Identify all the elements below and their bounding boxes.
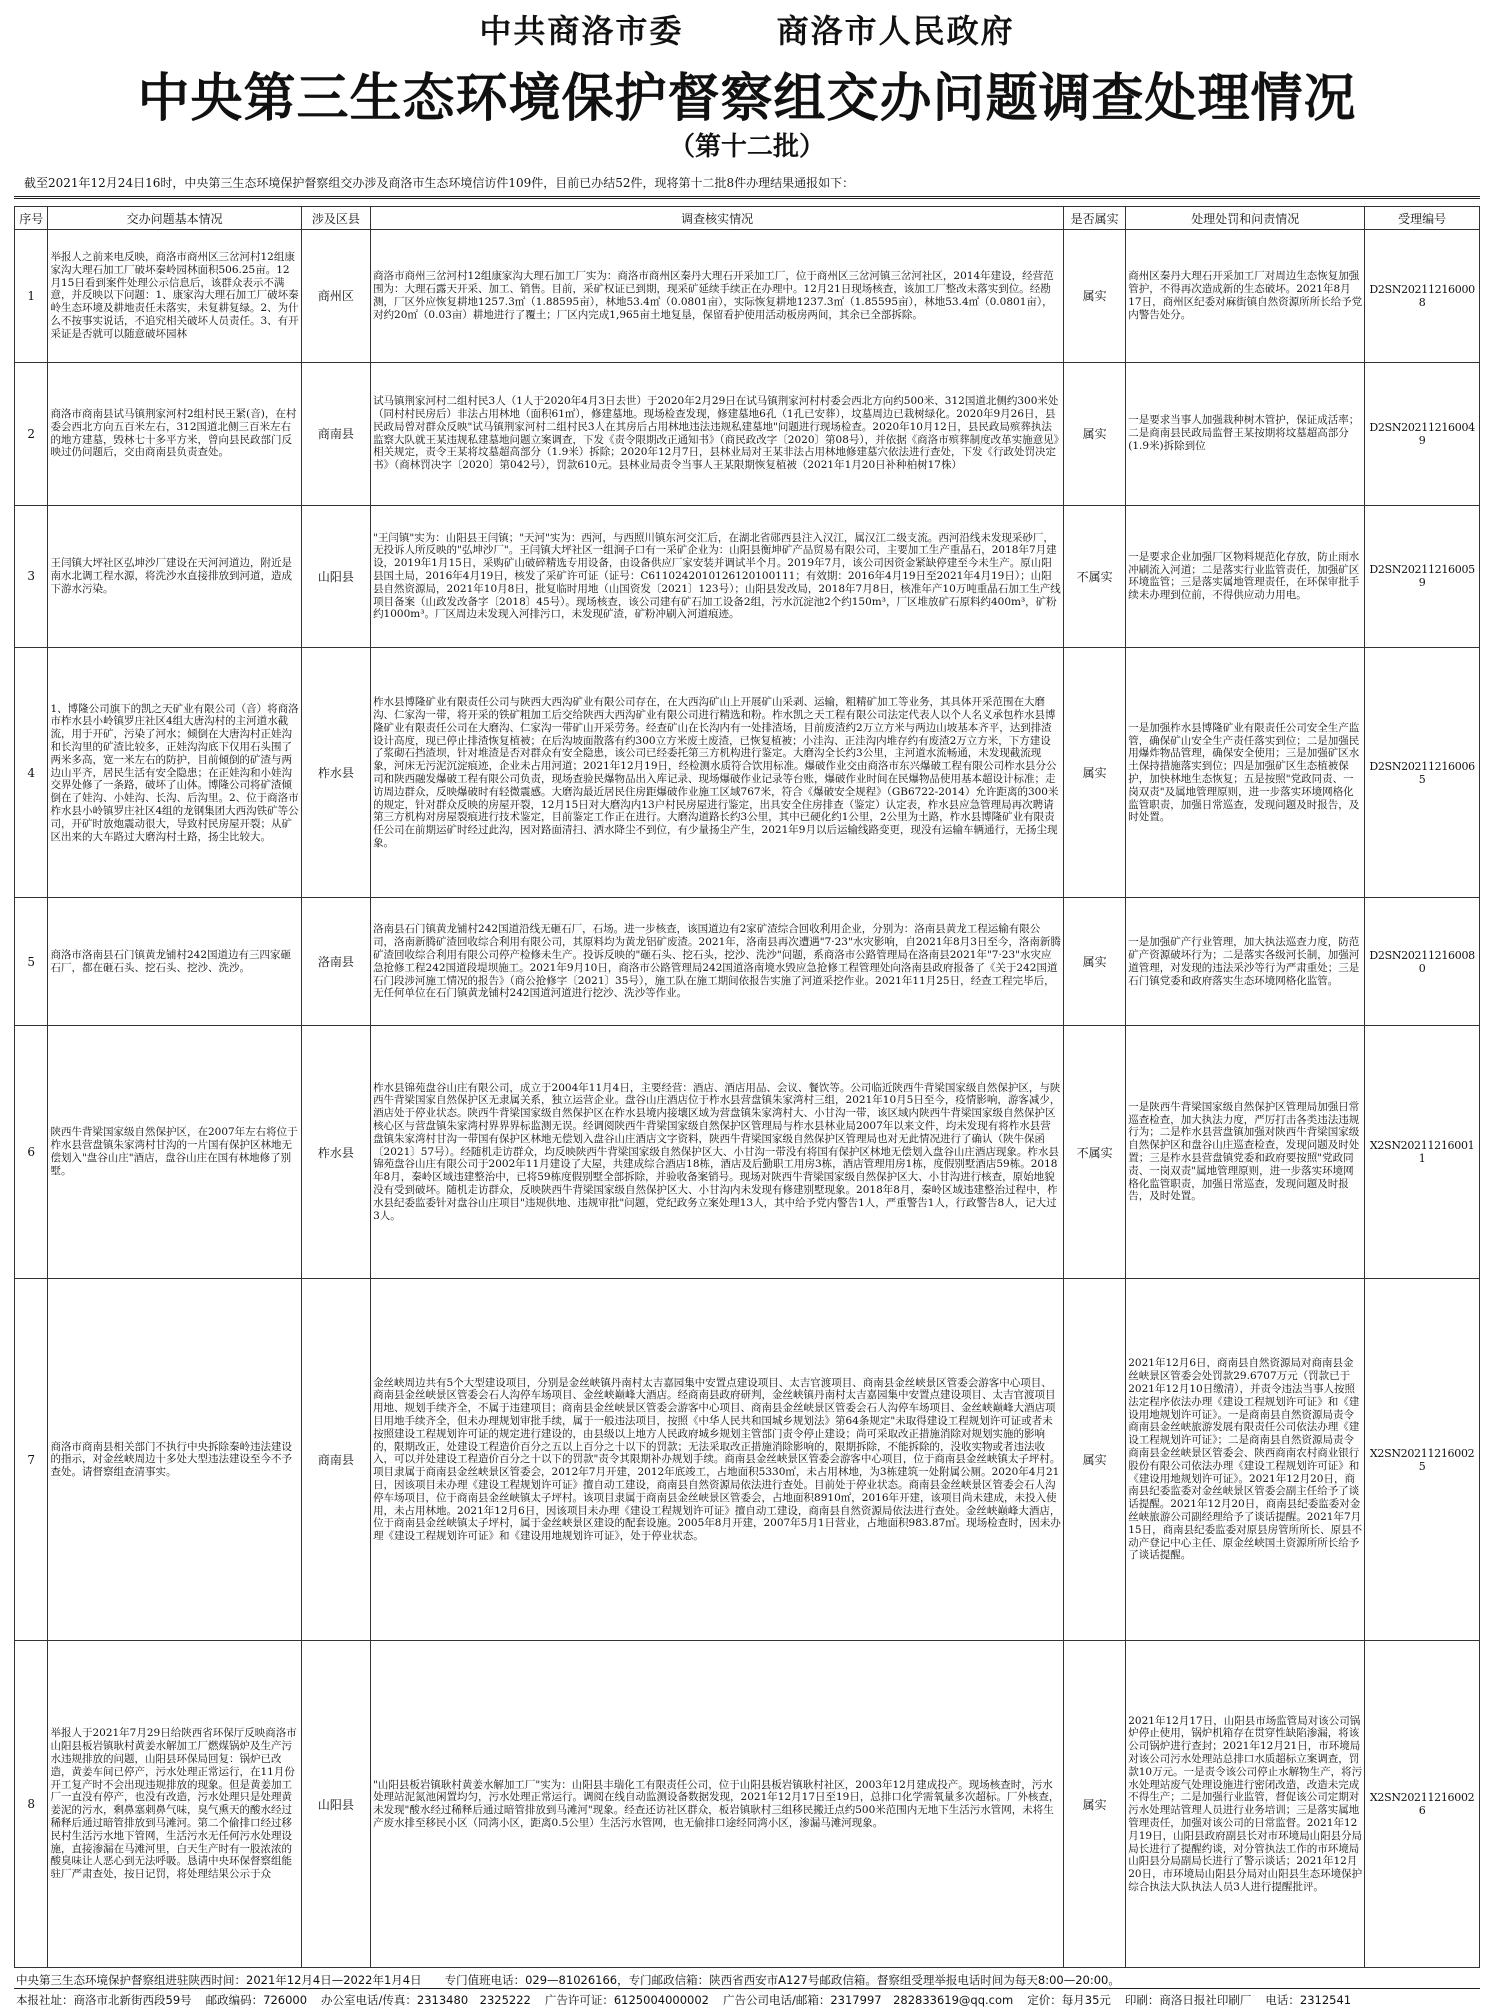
cell-no: 3 (15, 505, 48, 648)
ad-contact: 广告公司电话/邮箱：2317997 282833619@qq.com (722, 1993, 1014, 2007)
price: 定价：每月35元 (1027, 1993, 1111, 2007)
issuer-party-committee: 中共商洛市委 (479, 12, 684, 50)
cell-no: 4 (15, 648, 48, 898)
cell-handling: 2021年12月6日，商南县自然资源局对商南县金丝峡景区管委会处罚款29.6707万元（罚款已于2021年12月10日缴清），并责令违法当事人按照法定程序依法办理《建设工程规划许可证》和《建设用地规划许可证》。一是商南县自然资源局责令商南县金丝峡旅游发展有限责任公司依法办理《建设工程规划许可证》；二是商南县自然资源局责令商南县金丝峡景区管委会、陕西商南农村商业银行股份有限公司依法办理《建设工程规划许可证》和《建设用地规划许可证》。2021年12月20日，商南县纪委监委对金丝峡景区管委会副主任给予了谈话提醒。2021年12月20日，商南县纪委监委对金丝峡旅游公司副经理给予了谈话提醒。2021年7月15日，商南县纪委监委对原县房管所所长、原县不动产登记中心主任、原金丝峡国土资源所所长给予了谈话提醒。 (1126, 1279, 1365, 1641)
cell-verified: 属实 (1064, 898, 1126, 1026)
cell-handling: 一是陕西牛背梁国家级自然保护区管理局加强日常巡查检查，加大执法力度，严厉打击各类违法违规行为；二是柞水县营盘镇加强对陕西牛背梁国家级自然保护区和盘谷山庄巡查检查，发现问题及时处置；三是柞水县营盘镇党委和政府要按照"党政同责、一岗双责"属地管理原则，进一步落实环境网格化监管职责，加强日常巡查，发现问题及时报告，及时处置。 (1126, 1026, 1365, 1279)
cell-no: 6 (15, 1026, 48, 1279)
issuers-line (0, 6, 1494, 52)
cell-summary: 举报人之前来电反映，商洛市商州区三岔河村12组康家沟大理石加工厂破坏秦岭园林面积506.25亩。12月15日看到案件处理公示信息后，该群众表示不满意，并反映以下问题：1、康家沟大理石加工厂破坏秦岭生态环境及耕地责任未落实，未复耕复绿。2、为什么不按事实说话，不追究相关破坏人员责任。3、有开采证是否就可以随意破坏园林 (48, 230, 301, 363)
cell-investigation: 洛南县石门镇黄龙铺村242国道沿线无砸石厂，石场。进一步核查，该国道边有2家矿渣综合回收利用企业，分别为：洛南县黄龙工程运输有限公司，洛南新腾矿渣回收综合利用有限公司，其原料均为黄龙铝矿废渣。2021年，洛南县再次遭遇"7·23"水灾影响，自2021年8月3日至今，洛南新腾矿渣回收综合利用有限公司停产检修未生产。投诉反映的"砸石头、挖石头，挖沙、洗沙"问题，系商洛市公路管理局在洛南县2021年"7·23"水灾应急抢修工程242国道段堤坝施工。2021年9月10日，商洛市公路管理局242国道洛南境水毁应急抢修工程管理处向洛南县政府报备了《关于242国道石门段涉河施工情况的报告》（商公抢修字〔2021〕35号），施工队在施工期间依报告实施了河道采挖作业。2021年11月25日，经查工程完毕后，无任何单位在石门镇黄龙铺村242国道河道进行挖沙、洗沙等作业。 (371, 898, 1064, 1026)
cell-verified: 不属实 (1064, 1026, 1126, 1279)
cell-summary: 王闫镇大坪社区弘坤沙厂建设在天河河道边，附近是南水北调工程水源，将洗沙水直接排放到河道，造成下游水污染。 (48, 505, 301, 648)
cell-no: 7 (15, 1279, 48, 1641)
cell-no: 5 (15, 898, 48, 1026)
table-row (15, 898, 1480, 1026)
cell-verified: 属实 (1064, 362, 1126, 505)
col-header-investigation: 调查核实情况 (371, 207, 1064, 230)
cell-summary: 商洛市商南县相关部门不执行中央拆除秦岭违法建设的指示，对金丝峡周边十多处大型违法建设至今不予查处。请督察组查清事实。 (48, 1279, 301, 1641)
cell-investigation: "王闫镇"实为：山阳县王闫镇；"天河"实为：西河，与西照川镇东河交汇后，在湖北省郧西县注入汉江，属汉江二级支流。西河沿线未发现采砂厂，无投诉人所反映的"弘坤沙厂"。王闫镇大坪社区一组涧子口有一采矿企业为：山阳县衡坤矿产品贸易有限公司，主要加工生产重晶石，2018年7月建设，2019年1月15日，采购矿山破碎精选专用设备，由设备供应厂家安装并调试半个月。2019年7月，该公司因资金紧缺停建至今未生产。原山阳县国土局，2016年4月19日，核发了采矿许可证（证号：C6110242010126120100111；有效期：2016年4月19日至2021年4月19日）；山阳县自然资源局，2021年10月8日，批复临时用地（山国资发〔2021〕123号）；山阳县发改局，2018年7月8日，核准年产10万吨重晶石加工生产线项目备案（山政发改备字〔2018〕45号）。现场核查，该公司建有矿石加工设备2组，污水沉淀池2个约150m³，厂区堆放矿石原料约400m³，矿粉约1000m³。厂区周边未发现入河排污口，未发现矿渣，矿粉冲刷入河道痕迹。 (371, 505, 1064, 648)
cell-verified: 属实 (1064, 230, 1126, 363)
cell-investigation: 柞水县锦苑盘谷山庄有限公司，成立于2004年11月4日，主要经营：酒店、酒店用品、会议、餐饮等。公司临近陕西牛背梁国家级自然保护区，与陕西牛背梁国家自然保护区无隶属关系，独立运营企业。盘谷山庄酒店位于柞水县营盘镇朱家湾村三组，2021年10月5日至今，疫情影响，游客减少，酒店处于停业状态。陕西牛背梁国家级自然保护区在柞水县境内接壤区域为营盘镇朱家湾村大、小甘沟一带，该区域内陕西牛背梁国家级自然保护区核心区与营盘镇朱家湾村界界界标监测无误。经调阅陕西牛背梁国家级自然保护区管理局与柞水县林业局2007年以来文件，均未发现有将柞水县营盘镇朱家湾村甘沟一带国有保护区林地无偿划入盘谷山庄酒店文字资料，陕西牛背梁国家级自然保护区管理局也对无此情况进行了确认（陕牛保函〔2021〕57号）。经随机走访群众，均反映陕西牛背梁国家级自然保护区大、小甘沟一带没有将国有保护区林地无偿划入盘谷山庄酒店现象。柞水县锦苑盘谷山庄有限公司于2002年11月建设了大屋，共建成综合酒店18栋，酒店及后勤职工用房3栋，酒店管理用房1栋，度假别墅酒店59栋。2018年8月，秦岭区域违建整治中，已将59栋度假别墅全部拆除，并验收备案销号。现场对陕西牛背梁国家级自然保护区大、小甘沟进行核查，原始地貌没有受到破坏。随机走访群众，反映陕西牛背梁国家级自然保护区大、小甘沟内未发现有修建别墅现象。2018年8月，秦岭区域违建整治过程中，柞水县纪委监委针对盘谷山庄项目"违规供地、违规审批"问题，党纪政务立案处理13人，其中给予党内警告1人，严重警告1人，行政警告8人，记大过3人。 (371, 1026, 1064, 1279)
cell-summary: 商洛市商南县试马镇荆家河村2组村民王紧(音)，在村委会西北方向五百米左右，312国道北侧三百米左右的地方建墓，毁林七十多平方米，曾向县民政部门反映过仍问题后，交由商南县负责查处。 (48, 362, 301, 505)
cell-code: D2SN202112160049 (1365, 362, 1480, 505)
page-title: 中央第三生态环境保护督察组交办问题调查处理情况 (137, 69, 1357, 129)
office-phone: 办公室电话/传真：2313480 2325222 (321, 1993, 531, 2007)
publisher-info (16, 1992, 1478, 2008)
table-row (15, 1026, 1480, 1279)
cell-district: 商州区 (301, 230, 370, 363)
intro-text: 截至2021年12月24日16时，中央第三生态环境保护督察组交办涉及商洛市生态环境信访件109件，目前已办结52件，现将第十二批8件办理结果通报如下： (24, 176, 855, 190)
table-row (15, 1279, 1480, 1641)
cell-no: 1 (15, 230, 48, 363)
ad-license: 广告许可证：6125004000002 (544, 1993, 709, 2007)
cell-code: X2SN202112160025 (1365, 1279, 1480, 1641)
table-row (15, 1641, 1480, 1968)
col-header-no: 序号 (15, 207, 48, 230)
table-header-row (15, 207, 1480, 230)
printer: 印刷：商洛日报社印刷厂 (1124, 1993, 1252, 2007)
table-row (15, 230, 1480, 363)
cell-verified: 属实 (1064, 1279, 1126, 1641)
col-header-code: 受理编号 (1365, 207, 1480, 230)
col-header-summary: 交办问题基本情况 (48, 207, 301, 230)
cell-district: 洛南县 (301, 898, 370, 1026)
cell-summary: 举报人于2021年7月29日给陕西省环保厅反映商洛市山阳县板岩镇耿村黄姜水解加工厂燃煤锅炉及生产污水违规排放的问题，山阳县环保局回复：锅炉已改造，黄姜车间已停产，污水处理正常运行，在11月份开工复产时不会出现违规排放的现象。但是黄姜加工厂一直没有停产，也没有改造，污水处理只是处理黄姜泥的污水，剩鼻塞刺鼻气味，臭气熏天的酸水经过稀释后通过暗管排放到马滩河。第二个偷排口经过移民村生活污水地下管网，生活污水无任何污水处理设施，直接渗漏在马滩河里，白天生产时有一股浓浓的酸臭味让人恶心到无法呼吸。恳请中央环保督察组能驻厂严肃查处，按日记罚，将处理结果公示于众 (48, 1641, 301, 1968)
cell-investigation: 商洛市商州三岔河村12组康家沟大理石加工厂实为：商洛市商州区秦丹大理石开采加工厂，位于商州区三岔河镇三岔河社区，2014年建设，经营范围为：大理石露天开采、加工、销售。目前，采矿权证已到期，现采矿延续手续正在办理中。12月21日现场核查，该加工厂整改未落实到位。经勘测，厂区外应恢复耕地1257.3㎡（1.88595亩），林地53.4㎡（0.0801亩），实际恢复耕地1237.3㎡（1.85595亩），林地53.4㎡（0.0801亩），对约20㎡（0.03亩）耕地进行了覆土；厂区内完成1,965亩土地复垦，保留看护使用活动板房两间，其余已全部拆除。 (371, 230, 1064, 363)
cases-table (14, 206, 1480, 1968)
cell-verified: 属实 (1064, 648, 1126, 898)
cell-verified: 属实 (1064, 1641, 1126, 1968)
cell-no: 8 (15, 1641, 48, 1968)
cell-code: D2SN202112160080 (1365, 898, 1480, 1026)
cell-handling: 2021年12月17日，山阳县市场监管局对该公司锅炉停止使用，锅炉机箱存在贯穿性缺陷渗漏，将该公司锅炉进行查封；2021年12月21日，市环境局对该公司污水处理站总排口水质超标立案调查，罚款10万元。一是责令该公司停止水解物生产，将污水处理站废气处理设施进行密闭改造，改造未完成不得生产；二是加强行业监管，督促该公司定期对污水处理站管理人员进行业务培训；三是落实属地管理责任，加强对该公司的日常监督。2021年12月19日，山阳县政府副县长对市环境局山阳县分局局长进行了提醒约谈，对分管执法工作的市环境局山阳县分局副局长进行了警示谈话；2021年12月20日，市环境局山阳县分局对山阳县生态环境保护综合执法大队执法人员3人进行提醒批评。 (1126, 1641, 1365, 1968)
col-header-handling: 处理处罚和问责情况 (1126, 207, 1365, 230)
cell-code: D2SN202112160065 (1365, 648, 1480, 898)
postal-code: 邮政编码：726000 (205, 1993, 308, 2007)
table-row (15, 362, 1480, 505)
printer-phone: 电话：2312541 (1265, 1993, 1352, 2007)
cell-summary: 陕西牛背梁国家级自然保护区，在2007年左右将位于柞水县营盘镇朱家湾村甘沟的一片国有保护区林地无偿划入"盘谷山庄"酒店，盘谷山庄在国有林地修了别墅。 (48, 1026, 301, 1279)
cell-code: X2SN202112160026 (1365, 1641, 1480, 1968)
cell-district: 柞水县 (301, 648, 370, 898)
cell-investigation: 柞水县博隆矿业有限责任公司与陕西大西沟矿业有限公司存在，在大西沟矿山上开展矿山采剥、运输，粗精矿加工等业务，其具体开采范围在大磨沟、仁家沟一带，将开采的铁矿粗加工后交给陕西大西沟矿业有限公司进行精选和粉。柞水凯之天工程有限公司法定代表人以个人名义承包柞水县博隆矿业有限责任公司在大磨沟、仁家沟一带矿山开采劳务。经查矿山在长沟内有一处排渣场，目前废渣约2万立方米与两边山坡基本齐平，达到排渣设计高度，现已停止排渣恢复植被；在后沟坡面散落有约300立方米废土废渣，已恢复植被；小洼沟、正洼沟内堆存约有废渣2万立方米，下方建设了浆砌石挡渣坝，针对堆渣是否对群众有安全隐患，该公司已经委托第三方机构进行鉴定。大磨沟全长约3公里，主河道水流畅通，未发现截流现象，河床无污泥沉淀痕迹，企业未占用河道；2021年12月19日，经检测水质符合饮用标准。爆破作业交由商洛市东兴爆破工程有限公司柞水县分公司和陕西融发爆破工程有限公司负责，现场查验民爆物品出入库记录、现场爆破作业记录等台账，爆破作业时间在民爆物品使用基本超设计标准；走访周边群众，反映爆破时有轻微震感。大磨沟最近居民住房距爆破作业施工区域767米，符合《爆破安全规程》（GB6722-2014）允许距离的300米的规定，针对群众反映的房屋开裂，12月15日对大磨沟内13户村民房屋进行鉴定，出具安全住房排查（鉴定）认定表，柞水县应急管理局再次聘请第三方机构对房屋裂痕进行技术鉴定，目前鉴定工作正在进行。大磨沟道路长约3公里，其中已硬化约1公里，2公里为土路，柞水县博隆矿业有限责任公司在前期运矿时经过此沟，因对路面清扫、洒水降尘不到位，有少量扬尘产生，2021年9月以后运输线路变更，现没有运输车辆通行，无扬尘现象。 (371, 648, 1064, 898)
cell-code: X2SN202112160011 (1365, 1026, 1480, 1279)
cell-district: 山阳县 (301, 505, 370, 648)
cell-handling: 一是加强矿产行业管理，加大执法巡查力度，防范矿产资源破坏行为；二是落实各级河长制，加强河道管理，对发现的违法采沙等行为严肃重处；三是石门镇党委和政府落实生态环境网格化监管。 (1126, 898, 1365, 1026)
cell-verified: 不属实 (1064, 505, 1126, 648)
cell-code: D2SN202112160059 (1365, 505, 1480, 648)
table-row (15, 505, 1480, 648)
header-divider (14, 196, 1480, 199)
table-row (15, 648, 1480, 898)
cell-district: 柞水县 (301, 1026, 370, 1279)
col-header-verified: 是否属实 (1064, 207, 1126, 230)
cell-district: 商南县 (301, 1279, 370, 1641)
cell-handling: 一是加强柞水县博隆矿业有限责任公司安全生产监管，确保矿山安全生产责任落实到位；二是加强民用爆炸物品管理，确保安全使用；三是加强矿区水土保持措施落实到位；四是加强矿区生态植被保护，加快林地生态恢复；五是按照"党政同责、一岗双责"及属地管理原则，进一步落实环境网格化监管职责，加强日常巡查，发现问题及时报告，及时处置。 (1126, 648, 1365, 898)
cell-summary: 1、博隆公司旗下的凯之天矿业有限公司（音）将商洛市柞水县小岭镇罗庄社区4组大唐沟村的主河道水截流，用于开矿，污染了河水；倾倒在大唐沟村正娃沟和长沟里的矿渣比较多，正娃沟沟底下仅用石头围了两米多高，宽一米左右的防护，目前倾倒的矿渣与两边山平齐，居民生活有安全隐患；在正娃沟和小娃沟交界处修了一条路，破坏了山体。博隆公司将矿渣倾倒在了娃沟、小娃沟、长沟、后沟里。2、位于商洛市柞水县小岭镇罗庄社区4组的龙钢集团大西沟铁矿等公司，开矿时放炮震动很大，导致村民房屋开裂；从矿区出来的大车路过大磨沟村土路，扬尘比较大。 (48, 648, 301, 898)
footer-divider (14, 1988, 1480, 1989)
cell-handling: 商州区秦丹大理石开采加工厂对周边生态恢复加强管护，不得再次造成新的生态破坏。2021年8月17日，商州区纪委对麻街镇自然资源所所长给予党内警告处分。 (1126, 230, 1365, 363)
cell-investigation: 试马镇荆家河村二组村民3人（1人于2020年4月3日去世）于2020年2月29日在试马镇荆家河村村委会西北方向约500米、312国道北侧约300米处（同村村民房后）非法占用林地（面积61㎡），修建墓地。现场检查发现，修建墓地6孔（1孔已安葬），坟墓周边已栽树绿化。2020年9月26日，县民政局曾对群众反映"试马镇荆家河村二组村民3人在其房后占用林地违法违规私建墓地"问题进行现场检查。2020年10月12日，县民政局殡葬执法监察大队就王某违规私建墓地问题立案调查，下发《责令限期改正通知书》（商民政改字〔2020〕第08号），并依据《商洛市殡葬制度改革实施意见》相关规定，责令王某将坟墓超高部分（1.9米）拆除；2020年12月7日，县林业局对王某非法占用林地修建墓穴依法进行查处，下发《行政处罚决定书》（商林罚决字〔2020〕第042号），罚款610元。县林业局责令当事人王某限期恢复植被（2021年1月20日补种柏树17株） (371, 362, 1064, 505)
cell-investigation: "山阳县板岩镇耿村黄姜水解加工厂"实为：山阳县丰瑞化工有限责任公司，位于山阳县板岩镇耿村社区，2003年12月建成投产。现场核查时，污水处理站泥氮池闲置均匀，污水处理正常运行。调阅在线自动监测设备数据发现，2021年12月17日至19日，总排口化学需氧量多次超标。厂外核查，未发现"酸水经过稀释后通过暗管排放到马滩河"现象。经查还访社区群众，板岩镇耿村三组移民搬迁点约500米范围内无地下生活污水管网，未将生产废水排至移民小区（同湾小区，距离0.5公里）生活污水管网，也无偷排口途经同湾小区，渗漏马滩河现象。 (371, 1641, 1064, 1968)
cell-district: 商南县 (301, 362, 370, 505)
issuer-government: 商洛市人民政府 (776, 12, 1015, 50)
batch-label: （第十二批） (668, 132, 825, 162)
cell-handling: 一是要求企业加强厂区物料规范化存放，防止雨水冲刷流入河道；二是落实行业监管责任，加强矿区环境监管；三是落实属地管理责任，在环保审批手续未办理到位前，不得供应动力用电。 (1126, 505, 1365, 648)
cell-code: D2SN202112160008 (1365, 230, 1480, 363)
cell-no: 2 (15, 362, 48, 505)
cell-summary: 商洛市洛南县石门镇黄龙铺村242国道边有三四家砸石厂，都在砸石头、挖石头、挖沙、洗沙。 (48, 898, 301, 1026)
cell-handling: 一是要求当事人加强栽种树木管护，保证成活率；二是商南县民政局监督王某按期将坟墓超高部分(1.9米)拆除到位 (1126, 362, 1365, 505)
cell-investigation: 金丝峡周边共有5个大型建设项目，分别是金丝峡镇丹南村太吉嘉园集中安置点建设项目、太吉官渡项目、商南县金丝峡景区管委会游客中心项目、商南县金丝峡景区管委会石人沟停车场项目、金丝峡巅峰大酒店。经商南县政府研判，金丝峡镇丹南村太吉嘉园集中安置点建设项目、太吉官渡项目用地、规划手续齐全，不属于违建项目；商南县金丝峡景区管委会游客中心项目、商南县金丝峡景区管委会石人沟停车场项目、金丝峡巅峰大酒店项目用地手续齐全，但未办理规划审批手续，属于一般违法项目，按照《中华人民共和国城乡规划法》第64条规定"未取得建设工程规划许可证或者未按照建设工程规划许可证的规定进行建设的，由县级以上地方人民政府城乡规划主管部门责令停止建设；尚可采取改正措施消除对规划实施的影响的，限期改正，处建设工程造价百分之五以上百分之十以下的罚款；无法采取改正措施消除影响的，限期拆除，不能拆除的，没收实物或者违法收入，可以并处建设工程造价百分之十以下的罚款"责令其限期补办规划手续。商南县金丝峡景区管委会游客中心项目，位于商南县金丝峡镇太子坪村。项目隶属于商南县金丝峡景区管委会，2012年7月开建，2012年底竣工，占地面积5330㎡，未占用林地，为3栋建筑一处附属公厕。2020年4月21日，因该项目未办理《建设工程规划许可证》擅自动工建设，商南县自然资源局依法进行查处。目前处于停业状态。商南县金丝峡景区管委会石人沟停车场项目，位于商南县金丝峡镇太子坪村。该项目隶属于商南县金丝峡景区管委会，占地面积8910㎡，2016年开建，该项目尚未建成，未投入使用，未占用林地。2021年12月6日，因该项目未办理《建设工程规划许可证》擅自动工建设，商南县自然资源局依法进行查处。金丝峡巅峰大酒店，位于商南县金丝峡镇太子坪村，属于金丝峡景区建设的配套设施。2005年8月开建，2007年5月1日营业，占地面积983.87㎡。现场检查时，因未办理《建设工程规划许可证》和《建设用地规划许可证》，处于停业状态。 (371, 1279, 1064, 1641)
cell-district: 山阳县 (301, 1641, 370, 1968)
col-header-district: 涉及区县 (301, 207, 370, 230)
publisher-address: 本报社址：商洛市北新街西段59号 (16, 1993, 192, 2007)
supervision-contact-line: 中央第三生态环境保护督察组进驻陕西时间：2021年12月4日—2022年1月4日 专门值班电话：029—81026166，专门邮政信箱：陕西省西安市A127号邮政信箱。督察组受理举报电话时间为每天8:00—20:00。 (16, 1973, 1120, 1987)
